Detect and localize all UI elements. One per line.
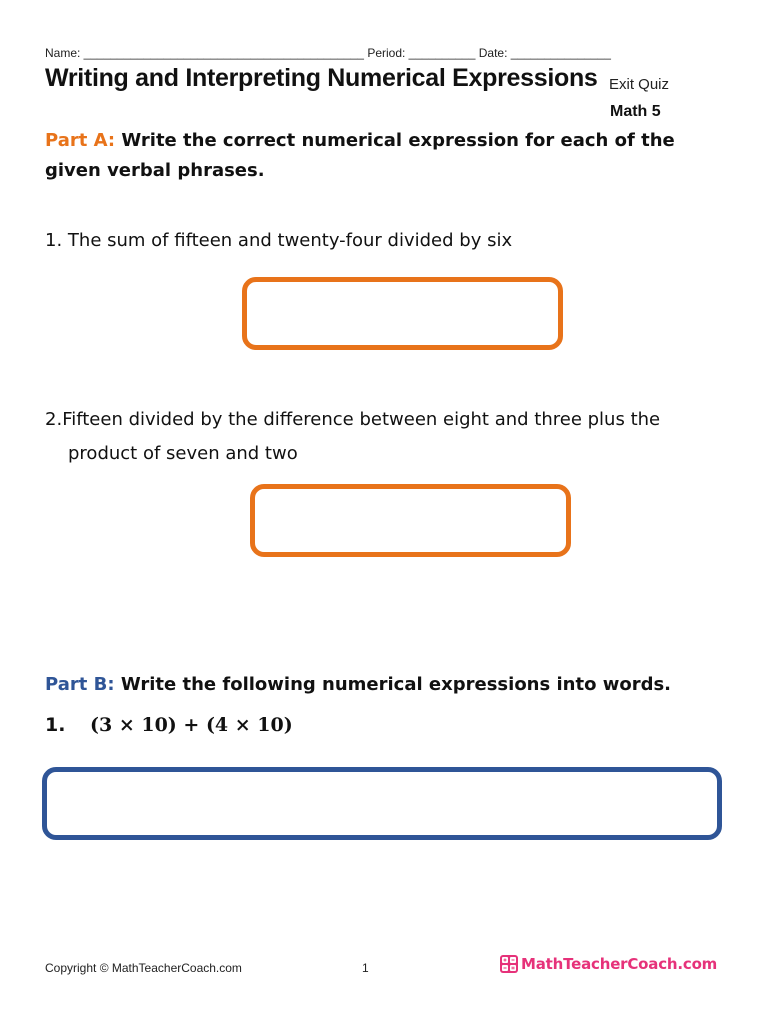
part-a-question-1 <box>45 224 735 258</box>
part-a-instruction: Write the correct numerical expression for each of the given verbal phrases. <box>45 130 675 181</box>
question-text-line-1: Fifteen divided by the difference between eight and three plus the <box>62 409 661 430</box>
question-text-line-2: product of seven and two <box>68 443 298 464</box>
part-a-answer-box-2[interactable] <box>250 484 571 557</box>
course-label: Math 5 <box>610 103 661 120</box>
part-b-heading <box>45 670 725 700</box>
part-a-tag: Part A: <box>45 130 116 151</box>
copyright-notice: Copyright © MathTeacherCoach.com <box>45 961 242 975</box>
question-number: 1. <box>45 230 63 251</box>
page-number: 1 <box>362 961 369 975</box>
part-b-question-1 <box>45 714 293 736</box>
part-a-heading <box>45 126 725 186</box>
worksheet-title: Writing and Interpreting Numerical Expressions <box>45 64 598 92</box>
brand-logo <box>500 953 717 975</box>
part-a-question-2 <box>45 403 745 471</box>
question-number: 2. <box>45 409 63 430</box>
question-number: 1. <box>45 714 66 736</box>
part-a-answer-box-1[interactable] <box>242 277 563 350</box>
worksheet-subtitle: Exit Quiz <box>609 76 670 93</box>
question-text: The sum of fifteen and twenty-four divided by six <box>67 230 513 251</box>
part-b-tag: Part B: <box>45 674 115 695</box>
name-period-date-line: Name: __________________________________________ Period: __________ Date: _______________ <box>45 46 611 60</box>
part-b-answer-box-1[interactable] <box>42 767 722 840</box>
part-b-instruction: Write the following numerical expressions into words. <box>120 674 672 695</box>
calculator-icon <box>500 955 518 973</box>
brand-name: MathTeacherCoach.com <box>521 955 718 973</box>
numerical-expression: (3 × 10) + (4 × 10) <box>90 714 293 736</box>
